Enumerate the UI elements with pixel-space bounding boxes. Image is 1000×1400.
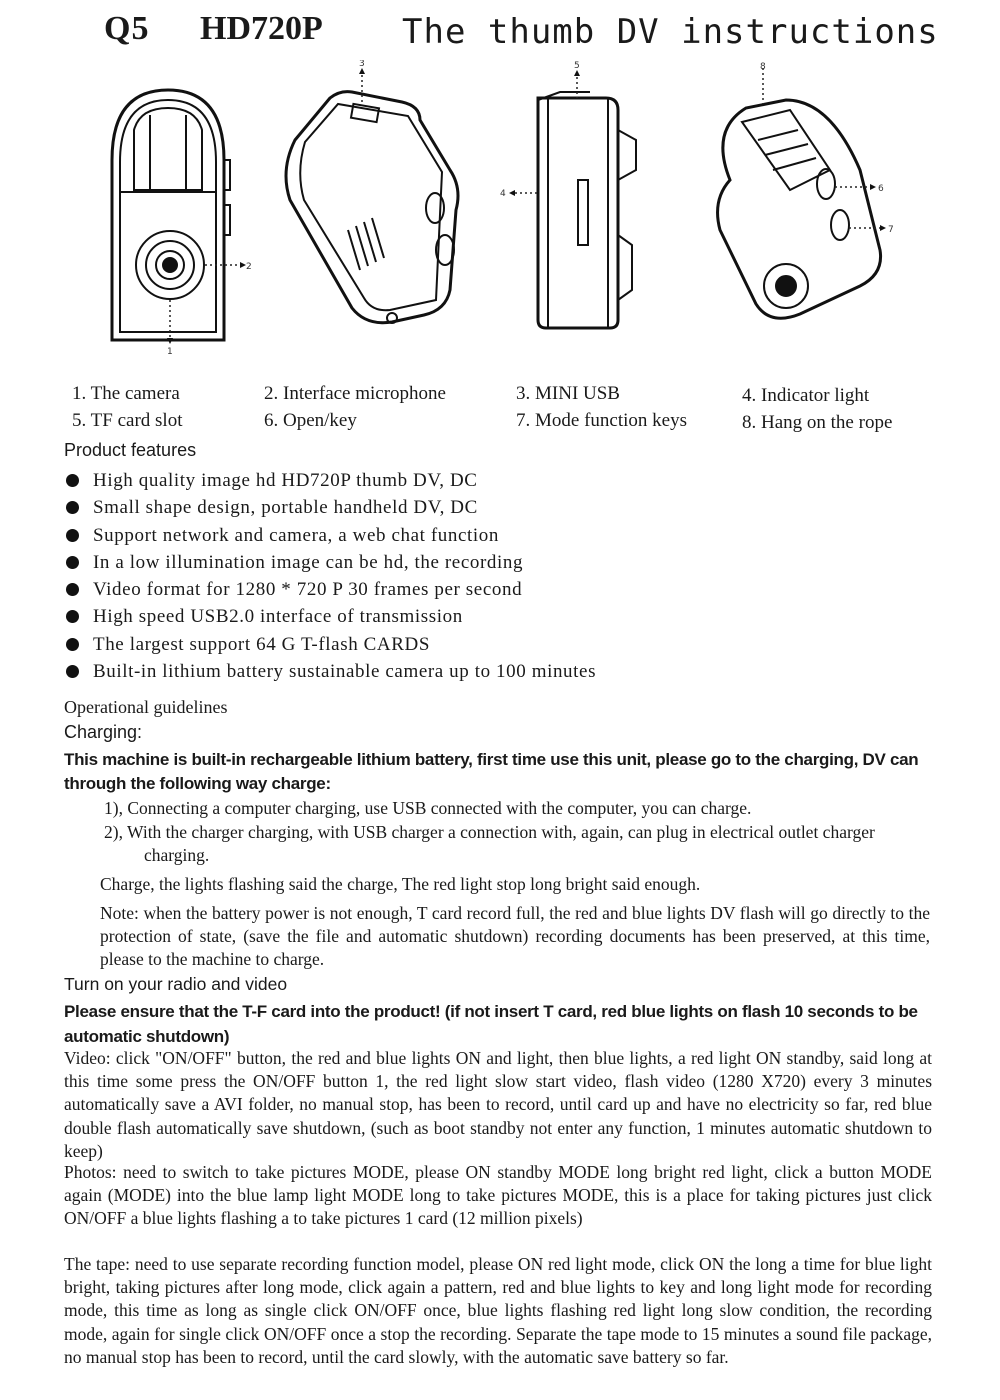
bullet-icon [66, 556, 79, 569]
features-list [64, 467, 864, 685]
legend-item: 8. Hang on the rope [742, 412, 893, 433]
feature-item: The largest support 64 G T-flash CARDS [64, 631, 864, 658]
callout-1: 1 [167, 347, 173, 357]
photo-instructions: Photos: need to switch to take pictures MODE, please ON standby MODE long bright red light, click a button MODE again (MODE) into the blue lamp light MODE long to take pictures MODE, this is a place for taking pictures just click ON/OFF a blue lights flashing a to take pictures 1 card (12 million pixels) [64, 1162, 932, 1229]
feature-item: High quality image hd HD720P thumb DV, DC [64, 467, 864, 494]
callout-8: 8 [760, 62, 766, 72]
callout-3: 3 [359, 60, 365, 69]
charging-step-1: 1), Connecting a computer charging, use USB connected with the computer, you can charge. [104, 798, 752, 818]
feature-item: Support network and camera, a web chat function [64, 522, 864, 549]
feature-item: Video format for 1280 * 720 P 30 frames per second [64, 576, 864, 603]
parts-legend [72, 383, 952, 443]
callout-leaders [170, 68, 880, 338]
legend-item: 1. The camera [72, 383, 180, 404]
product-diagrams [90, 60, 930, 370]
callout-4: 4 [500, 189, 506, 199]
callout-5: 5 [574, 61, 580, 71]
legend-item: 2. Interface microphone [264, 383, 446, 404]
legend-item: 3. MINI USB [516, 383, 620, 404]
features-heading: Product features [64, 440, 197, 460]
model-name: Q5 [104, 10, 150, 47]
legend-item: 5. TF card slot [72, 410, 183, 431]
legend-item: 4. Indicator light [742, 385, 870, 406]
tape-instructions: The tape: need to use separate recording function model, please ON red light mode, click ON the long a time for blue light bright, taking pictures after long mode, click again a pattern, red and blue lights to key and long light mode for recording mode, this time as long as single click ON/OFF once, blue lights flashing red light long slow condition, the recording mode, again for single click ON/OFF once a stop the recording. Separate the tape mode to 15 minutes a sound file package, no manual stop has been to record, until the card slowly, with the automatic save battery so far. [64, 1254, 932, 1367]
feature-item: High speed USB2.0 interface of transmission [64, 603, 864, 630]
feature-item: Small shape design, portable handheld DV, DC [64, 494, 864, 521]
side-view-drawing [538, 92, 636, 328]
callout-arrows [167, 68, 886, 344]
back-view-drawing [718, 100, 881, 318]
document-title: The thumb DV instructions [402, 12, 939, 52]
charge-status-text: Charge, the lights flashing said the charge, The red light stop long bright said enough. [100, 874, 701, 894]
tf-card-warning: Please ensure that the T-F card into the product! (if not insert T card, red blue lights on flash 10 seconds to be automatic shutdown) [64, 1002, 918, 1046]
angle-view-drawing [286, 92, 458, 323]
bullet-icon [66, 474, 79, 487]
charging-step-2: 2), With the charger charging, with USB charger a connection with, again, can plug in electrical outlet charger charging. [104, 822, 875, 865]
bullet-icon [66, 638, 79, 651]
charging-intro: This machine is built-in rechargeable lithium battery, first time use this unit, please go to the charging, DV can through the following way charge: [64, 750, 919, 793]
turn-on-heading: Turn on your radio and video [64, 974, 288, 994]
callout-2: 2 [246, 262, 252, 272]
callout-6: 6 [878, 184, 884, 194]
bullet-icon [66, 529, 79, 542]
callout-7: 7 [888, 225, 894, 235]
feature-item: Built-in lithium battery sustainable camera up to 100 minutes [64, 658, 864, 685]
battery-note: Note: when the battery power is not enough, T card record full, the red and blue lights DV flash will go directly to the protection of state, (save the file and automatic shutdown) recording documents has been preserved, at this time, please to the machine to charge. [100, 903, 930, 969]
resolution-label: HD720P [200, 10, 323, 47]
document-header [0, 0, 1000, 60]
operation-heading: Operational guidelines [64, 697, 228, 717]
legend-item: 7. Mode function keys [516, 410, 687, 431]
bullet-icon [66, 610, 79, 623]
video-instructions: Video: click "ON/OFF" button, the red and blue lights ON and light, then blue lights, a red light ON standby, said long at this time some press the ON/OFF button 1, the red light slow start video, flash video (1280 X720) every 3 minutes automatically save a AVI folder, no manual stop, has been to record, until card up and have no electricity so far, red blue double flash automatically save shutdown, (such as boot standby not enter any function, 1 minutes automatic shutdown to keep) [64, 1048, 932, 1161]
bullet-icon [66, 501, 79, 514]
legend-item: 6. Open/key [264, 410, 357, 431]
feature-item: In a low illumination image can be hd, the recording [64, 549, 864, 576]
bullet-icon [66, 665, 79, 678]
bullet-icon [66, 583, 79, 596]
charging-heading: Charging: [64, 722, 143, 742]
front-view-drawing [112, 90, 230, 340]
